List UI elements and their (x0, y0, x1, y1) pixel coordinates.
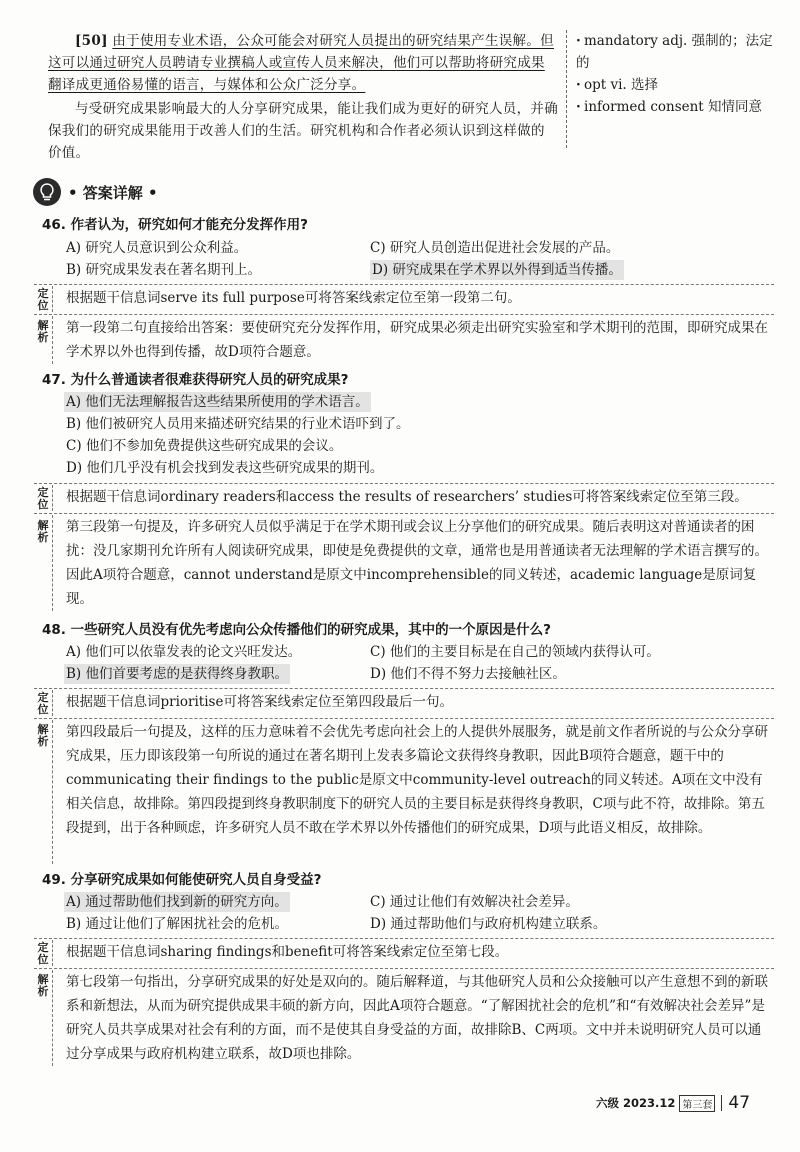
divider (34, 314, 774, 315)
vocab-divider (566, 30, 567, 148)
explain-text: 第四段最后一句提及，这样的压力意味着不会优先考虑向社会上的人提供外展服务，就是前文作者所说的与公众分享研究成果，压力即该段第一句所说的通过在著名期刊上发表多篇论文获得终身教职，因此B项符合题意，题干中的communicating their findings to the public是原文中community-level outreach的同义转述。A项在文中没有相关信息，故排除。第四段提到终身教职制度下的研究人员的主要目标是获得终身教职，C项与此不符，故排除。第五段提到，出于各种顾虑，许多研究人员不敢在学术界以外传播他们的研究成果，D项与此语义相反，故排除。 (66, 724, 768, 836)
option-a: A) 他们可以依靠发表的论文兴旺发达。 (66, 644, 302, 660)
footer-issue: 六级 2023.12 (596, 1096, 676, 1110)
explain-tag: 解析 (37, 973, 49, 998)
locate-tag: 定位 (37, 941, 49, 966)
footer-set: 第三套 (679, 1095, 715, 1112)
footer-separator (721, 1095, 722, 1111)
page-number: 47 (728, 1093, 751, 1113)
explain-text: 第三段第一句提及，许多研究人员似乎满足于在学术期刊或会议上分享他们的研究成果。随后表明这对普通读者的困扰：没几家期刊允许所有人阅读研究成果，即使是免费提供的文章，通常也是用普通读者无法理解的学术语言撰写的。因此A项符合题意，cannot understand是原文中incomprehensible的同义转述，academic language是原词复现。 (66, 519, 768, 607)
option-a-correct: A) 通过帮助他们找到新的研究方向。 (66, 894, 288, 910)
locate-tag: 定位 (37, 486, 49, 511)
locate-text: 根据题干信息词prioritise可将答案线索定位至第四段最后一句。 (66, 694, 453, 710)
tag-bar (52, 720, 53, 864)
tag-bar (52, 515, 53, 611)
section-title: • 答案详解 • (68, 183, 158, 202)
explain-tag: 解析 (37, 519, 49, 544)
paragraph-50-text: 由于使用专业术语，公众可能会对研究人员提出的研究结果产生误解。但这可以通过研究人员聘请专业撰稿人或宣传人员来解决，他们可以帮助将研究成果翻译成更通俗易懂的语言，与媒体和公众广泛分享。 (48, 33, 554, 93)
question-46: 46. 作者认为，研究如何才能充分发挥作用? (42, 217, 308, 233)
option-b: B) 研究成果发表在著名期刊上。 (66, 262, 261, 278)
question-49: 49. 分享研究成果如何能使研究人员自身受益? (42, 872, 322, 888)
vocab-list (576, 30, 776, 118)
divider (34, 968, 774, 969)
lightbulb-icon (32, 177, 62, 207)
divider (34, 284, 774, 285)
option-b: B) 通过让他们了解困扰社会的危机。 (66, 916, 288, 932)
option-c: C) 他们的主要目标是在自己的领域内获得认可。 (370, 644, 660, 660)
option-a: A) 研究人员意识到公众利益。 (66, 240, 248, 256)
tag-bar (52, 940, 53, 966)
locate-text: 根据题干信息词sharing findings和benefit可将答案线索定位至第七段。 (66, 944, 509, 960)
divider (34, 688, 774, 689)
explain-text: 第七段第一句指出，分享研究成果的好处是双向的。随后解释道，与其他研究人员和公众接触可以产生意想不到的新联系和新想法，从而为研究提供成果丰硕的新方向，因此A项符合题意。“了解困扰社会的危机”和“有效解决社会差异”是研究人员共享成果对社会有利的方面，而不是使其自身受益的方面，故排除B、C两项。文中并未说明研究人员可以通过分享成果与政府机构建立联系，故D项也排除。 (66, 974, 768, 1062)
option-d-correct: D) 研究成果在学术界以外得到适当传播。 (372, 262, 622, 278)
locate-text: 根据题干信息词ordinary readers和access the results of researchers’ studies可将答案线索定位至第三段。 (66, 489, 748, 505)
page-footer (596, 1093, 750, 1113)
explain-tag: 解析 (37, 723, 49, 748)
tag-bar (52, 316, 53, 364)
question-47: 47. 为什么普通读者很难获得研究人员的研究成果? (42, 372, 349, 388)
paragraph-final (48, 98, 558, 164)
answer-section-header (32, 177, 158, 207)
divider (34, 718, 774, 719)
locate-tag: 定位 (37, 691, 49, 716)
locate-tag: 定位 (37, 287, 49, 312)
option-b-correct: B) 他们首要考虑的是获得终身教职。 (66, 666, 288, 682)
tag-bar (52, 970, 53, 1066)
divider (34, 938, 774, 939)
divider (34, 513, 774, 514)
option-d: D) 他们不得不努力去接触社区。 (370, 666, 566, 682)
paragraph-50 (48, 30, 558, 96)
option-a-correct: A) 他们无法理解报告这些结果所使用的学术语言。 (66, 394, 369, 410)
divider (34, 483, 774, 484)
vocab-item: · mandatory adj. 强制的；法定的 (576, 33, 773, 71)
vocab-item: · opt vi. 选择 (576, 77, 659, 93)
tag-bar (52, 286, 53, 312)
option-c: C) 通过让他们有效解决社会差异。 (370, 894, 579, 910)
option-b: B) 他们被研究人员用来描述研究结果的行业术语吓到了。 (66, 416, 410, 432)
vocab-item: · informed consent 知情同意 (576, 99, 763, 115)
tag-bar (52, 485, 53, 511)
option-d: D) 他们几乎没有机会找到发表这些研究成果的期刊。 (66, 460, 384, 476)
option-d: D) 通过帮助他们与政府机构建立联系。 (370, 916, 607, 932)
locate-text: 根据题干信息词serve its full purpose可将答案线索定位至第一段第二句。 (66, 290, 521, 306)
option-c: C) 他们不参加免费提供这些研究成果的会议。 (66, 438, 343, 454)
question-48: 48. 一些研究人员没有优先考虑向公众传播他们的研究成果，其中的一个原因是什么? (42, 622, 551, 638)
paragraph-final-text: 与受研究成果影响最大的人分享研究成果，能让我们成为更好的研究人员，并确保我们的研究成果能用于改善人们的生活。研究机构和合作者必须认识到这样做的价值。 (48, 101, 558, 161)
explain-text: 第一段第二句直接给出答案：要使研究充分发挥作用，研究成果必须走出研究实验室和学术期刊的范围，即研究成果在学术界以外也得到传播，故D项符合题意。 (66, 320, 768, 360)
option-c: C) 研究人员创造出促进社会发展的产品。 (370, 240, 620, 256)
paragraph-number: [50] (75, 33, 108, 49)
tag-bar (52, 690, 53, 716)
explain-tag: 解析 (37, 319, 49, 344)
